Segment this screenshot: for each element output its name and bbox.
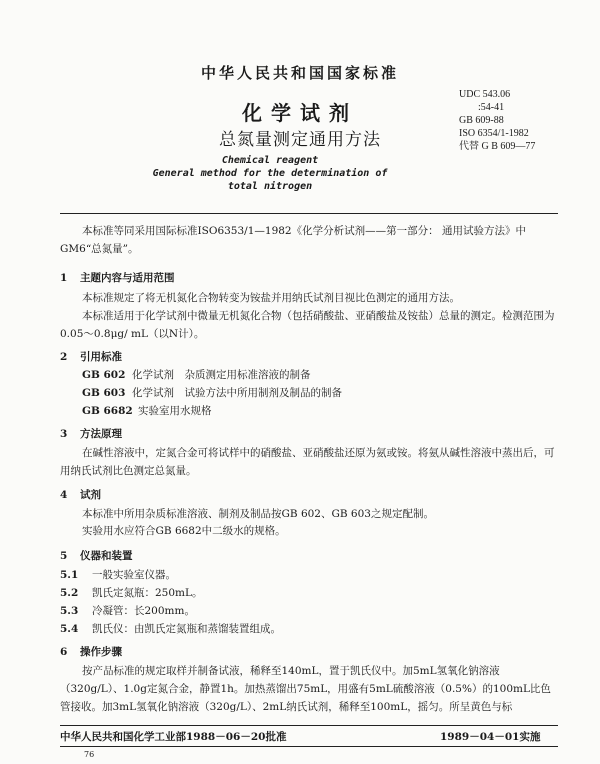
item-number: 5.1: [60, 569, 79, 581]
reference-text: 实验室用水规格: [138, 405, 212, 417]
section-title: 试剂: [80, 489, 101, 501]
reference-standard-3: [82, 402, 212, 420]
section-1-para-1: 本标准规定了将无机氮化合物转变为铵盐并用纳氏试剂目视比色测定的通用方法。: [82, 292, 460, 304]
english-title-line-1: Chemical reagent: [221, 155, 319, 166]
page-number: 76: [84, 750, 95, 759]
item-number: 5.2: [60, 587, 79, 599]
english-title-line-3: total nitrogen: [227, 181, 313, 192]
section-title: 引用标准: [80, 351, 122, 363]
gb-number: GB 609-88: [459, 115, 504, 126]
section-number: 2: [60, 351, 68, 363]
approval-line: 中华人民共和国化学工业部1988－06－20批准: [60, 731, 287, 743]
section-title: 仪器和装置: [80, 550, 133, 562]
section-4-para-2: 实验用水应符合GB 6682中二级水的规格。: [82, 525, 286, 537]
apparatus-item-2: [60, 584, 202, 602]
implementation-date: 1989－04－01实施: [440, 731, 541, 743]
section-2-heading: [60, 349, 122, 364]
apparatus-item-3: [60, 602, 195, 620]
document-title: 化学试剂: [242, 101, 358, 125]
reference-code: GB 602: [82, 369, 126, 381]
item-number: 5.3: [60, 605, 79, 617]
section-5-heading: [60, 548, 133, 563]
section-number: 5: [60, 550, 68, 562]
reference-code: GB 6682: [82, 405, 133, 417]
item-number: 5.4: [60, 623, 79, 635]
footer-rule: [60, 725, 558, 726]
section-number: 3: [60, 428, 68, 440]
replaces-standard: 代替 G B 609—77: [459, 141, 536, 152]
section-6-heading: [60, 644, 122, 659]
reference-code: GB 603: [82, 387, 126, 399]
apparatus-item-4: [60, 620, 281, 638]
english-title-line-2: General method for the determination of: [152, 168, 388, 179]
section-3-heading: [60, 426, 122, 441]
document-subtitle: 总氮量测定通用方法: [219, 130, 381, 150]
header-rule: [60, 213, 558, 214]
item-text: 凯氏定氮瓶：250mL。: [92, 587, 203, 599]
section-1-heading: [60, 270, 175, 285]
reference-standard-1: [82, 366, 311, 384]
section-6-para-1: 按产品标准的规定取样并制备试液，稀释至140mL，置于凯氏仪中。加5mL氢氧化钠溶液（320g/L）、1.0g定氮合金，静置1h。加热蒸馏出75mL，用盛有5mL硫酸溶液（0.5%）的100mL比色管接收。加3mL氢氧化钠溶液（320g/L）、2mL纳氏试剂，稀释至100mL，摇匀。所呈黄色与标: [60, 665, 551, 713]
apparatus-item-1: [60, 566, 176, 584]
udc-subnumber: :54-41: [478, 102, 505, 113]
footer-bottom-rule: [60, 746, 558, 747]
reference-text: 化学试剂 杂质测定用标准溶液的制备: [132, 369, 311, 381]
section-title: 主题内容与适用范围: [80, 272, 175, 284]
reference-text: 化学试剂 试验方法中所用制剂及制品的制备: [132, 387, 342, 399]
item-text: 冷凝管：长200mm。: [92, 605, 195, 617]
intro-paragraph: 本标准等同采用国际标准ISO6353/1—1982《化学分析试剂——第一部分： 通用试验方法》中GM6“总氮量”。: [60, 225, 526, 255]
section-4-para-1: 本标准中所用杂质标准溶液、制剂及制品按GB 602、GB 603之规定配制。: [82, 508, 434, 520]
item-text: 一般实验室仪器。: [92, 569, 176, 581]
reference-standard-2: [82, 384, 342, 402]
section-title: 操作步骤: [80, 646, 122, 658]
udc-number: UDC 543.06: [459, 89, 511, 100]
national-standard-header: 中华人民共和国国家标准: [200, 64, 399, 82]
section-number: 6: [60, 646, 68, 658]
item-text: 凯氏仪：由凯氏定氮瓶和蒸馏装置组成。: [92, 623, 281, 635]
section-number: 1: [60, 272, 68, 284]
section-3-para-1: 在碱性溶液中，定氮合金可将试样中的硝酸盐、亚硝酸盐还原为氨或铵。将氨从碱性溶液中蒸出后，可用纳氏试剂比色测定总氮量。: [60, 447, 555, 477]
section-number: 4: [60, 489, 68, 501]
iso-number: ISO 6354/1-1982: [459, 128, 529, 139]
section-1-para-2: 本标准适用于化学试剂中微量无机氮化合物（包括硝酸盐、亚硝酸盐及铵盐）总量的测定。检测范围为0.05～0.8μg/ mL（以N计）。: [60, 310, 555, 340]
section-4-heading: [60, 487, 101, 502]
section-title: 方法原理: [80, 428, 122, 440]
